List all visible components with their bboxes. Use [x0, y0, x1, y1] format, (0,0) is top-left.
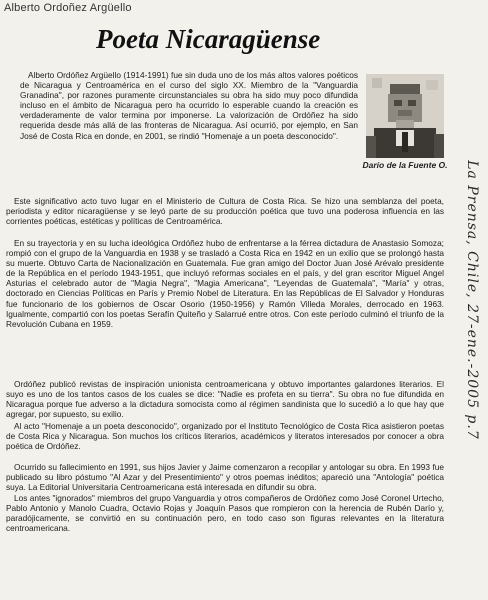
article-paragraph-7: Los antes "ignorados" miembros del grupo Vanguardia y otros compañeros de Ordóñez como José Coronel Urtecho, Pablo Antonio y Manolo Cuadra, Octavio Rojas y Joaquín Pasos que rompieron con la herencia de Rubén Darío y, paradójicamente, se convirtió en su continuación pero, en todo caso son figuras relevantes en la literatura centroamericana.	[6, 493, 444, 534]
photo-caption: Darío de la Fuente O.	[362, 160, 448, 170]
author-photo	[366, 74, 444, 158]
portrait-image	[366, 74, 444, 158]
article-paragraph-2: Este significativo acto tuvo lugar en el Ministerio de Cultura de Costa Rica. Se hizo una semblanza del poeta, periodista y editor nicaragüense y se leyó parte de su producción poética que tuvo una poderosa influencia en las corrientes poéticas, estéticas y políticas de Centroamérica.	[6, 196, 444, 227]
article-paragraph-6: Ocurrido su fallecimiento en 1991, sus hijos Javier y Jaime comenzaron a recopilar y antologar su obra. En 1993 fue publicado su libro póstumo "Al Azar y del Presentimiento" y otros poemas inéditos; apareció una "Antología" poética suya. La Editorial Universitaria Centroamericana está interesada en difundir su obra.	[6, 462, 444, 493]
article-paragraph-1: Alberto Ordóñez Argüello (1914-1991) fue sin duda uno de los más altos valores poéticos de Nicaragua y Centroamérica en el curso del siglo XX. Miembro de la "Vanguardia Granadina", por razones puramente circunstanciales su obra ha sido muy poco difundida incluso en el ámbito de Nicaragua pero ha ocurrido lo esperable cuando la creación es verdaderamente de valor termina por imponerse. La valorización de Ordóñez ha sido requerida desde más allá de las fronteras de Nicaragua. Así ocurrió, por ejemplo, en San José de Costa Rica en donde, en 2001, se rindió "Homenaje a un poeta desconocido".	[20, 70, 358, 141]
article-title: Poeta Nicaragüense	[96, 24, 321, 54]
author-name: Alberto Ordoñez Argüello	[4, 2, 132, 14]
article-paragraph-3: En su trayectoria y en su lucha ideológica Ordóñez hubo de enfrentarse a la férrea dictadura de Anastasio Somoza; rompió con el grupo de la Vanguardia en 1938 y se trasladó a Costa Rica en 1942 en un exilio que se prolongó hasta su muerte. Obtuvo Carta de Nacionalización en Guatemala. Fue gran amigo del Doctor Juan José Arévalo presidente de la República en el período 1943-1951, que incluyó reformas sociales en el país, y del gran escritor Miguel Angel Asturias el celebrado autor de "Magia Negra", "Magia Americana", "Leyendas de Guatemala", "María" y otras, doctorado en Ciencias Políticas en París y Premio Nobel de Literatura. En las Repúblicas de El Salvador y Honduras fue funcionario de los gobiernos de Oscar Osorio (1950-1956) y Ramón Villeda Morales, derrocado en 1963. Igualmente, compartió con los poetas Serafín Quiteño y Salarrué entre otros. Con este período culminó el triunfo de la Revolución Cubana en 1959.	[6, 238, 444, 329]
handwritten-source-note: La Prensa, Chile, 27-ene.-2005 p.7	[464, 160, 480, 440]
article-paragraph-4: Ordóñez publicó revistas de inspiración unionista centroamericana y obtuvo importantes galardones literarios. El suyo es uno de los tantos casos de los cuales se dice: "Nadie es profeta en su tierra". Su obra no fue difundida en Nicaragua porque fue adverso a la dictadura somocista como al régimen sandinista que lo sucedió a lo que hay que agregar, por supuesto, su exilio.	[6, 379, 444, 420]
article-paragraph-5: Al acto "Homenaje a un poeta desconocido", organizado por el Instituto Tecnológico de Costa Rica asistieron poetas de Costa Rica y Nicaragua. Son muchos los críticos literarios, académicos y literatos interesados por conocer a obra poética de Ordóñez.	[6, 421, 444, 452]
